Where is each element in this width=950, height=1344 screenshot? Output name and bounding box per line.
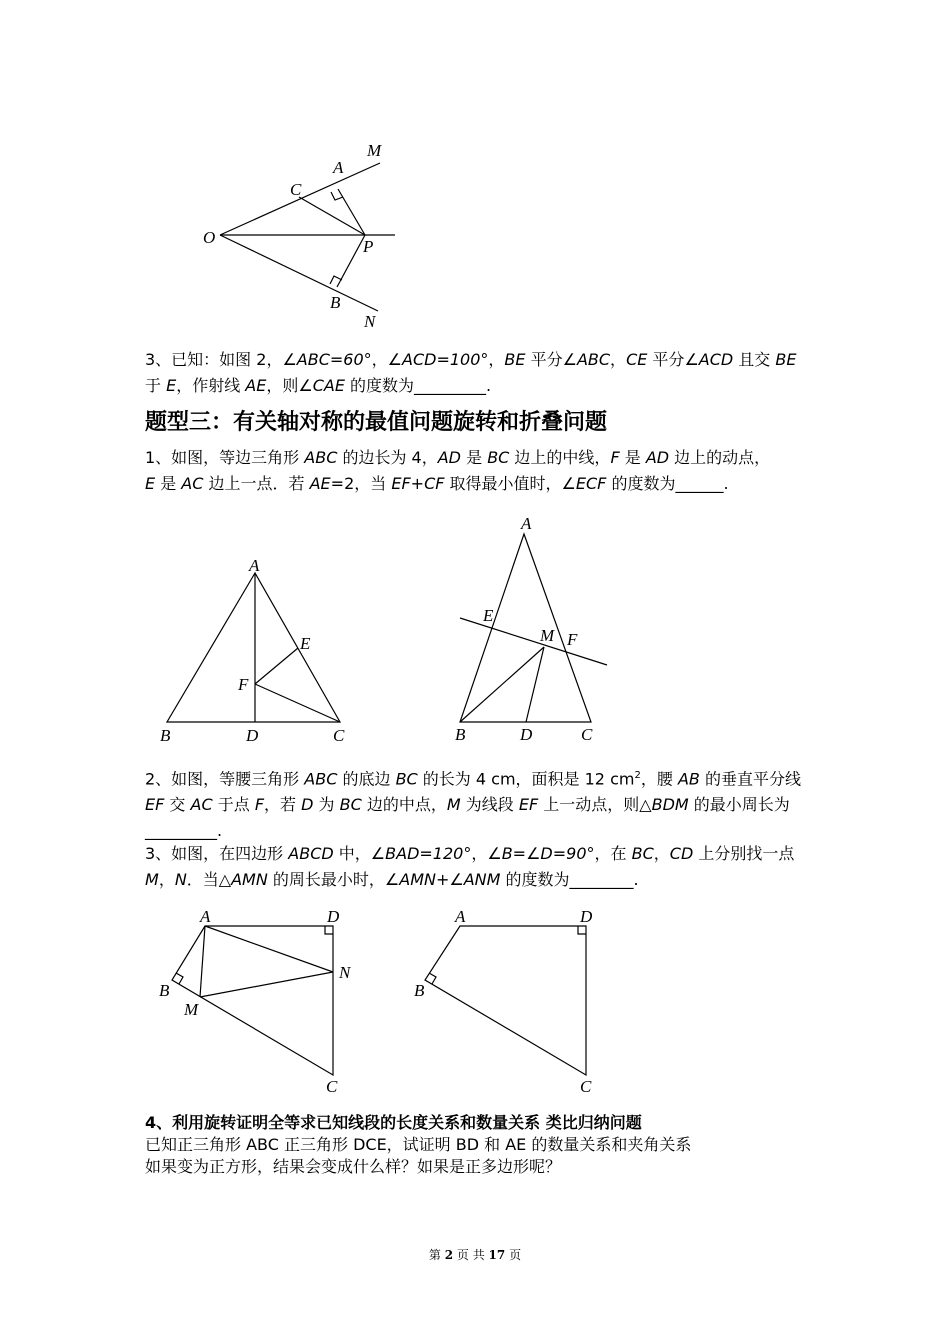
footer-text: 第 (428, 1248, 445, 1262)
label-b: B (330, 293, 341, 312)
math-expression: EF (145, 795, 165, 815)
math-expression: BDM (651, 795, 689, 815)
text-segment: ， (488, 350, 505, 369)
text-segment: 为 (313, 795, 340, 815)
right-angle-mark-a (331, 192, 343, 200)
text-segment: 的度数为______. (606, 474, 729, 493)
label-c: C (290, 180, 302, 199)
text-segment: 边上一点．若 (203, 474, 310, 493)
footer-text: 页 共 (453, 1248, 489, 1262)
math-expression: M (145, 870, 159, 889)
math-expression: D (301, 795, 314, 815)
text-segment: ， (610, 350, 627, 369)
label-d: D (580, 907, 593, 926)
question-3-text (145, 347, 825, 399)
math-expression: N (174, 870, 187, 889)
segment-mn (200, 972, 333, 997)
math-expression: ∠ACD=100° (387, 350, 489, 369)
math-expression: ∠ECF (561, 474, 607, 493)
text-segment: 上一动点，则△ (538, 795, 652, 815)
label-a: A (521, 514, 532, 533)
text-segment: 的度数为_________. (344, 376, 492, 395)
math-expression: ∠ABC=60° (282, 350, 372, 369)
math-expression: CD (669, 844, 694, 863)
text-segment: 边上的中线， (509, 448, 611, 467)
text-segment: 是 (461, 448, 488, 467)
label-c: C (580, 1077, 592, 1096)
math-expression: ABC (304, 448, 338, 467)
math-expression: ∠ABC (562, 350, 611, 369)
text-segment: ，在 (594, 844, 632, 863)
text-segment: 平分 (525, 350, 563, 369)
label-n: N (339, 963, 351, 982)
segment-fe (255, 648, 298, 684)
segment-am (200, 926, 205, 997)
label-b: B (455, 725, 466, 744)
math-expression: M (446, 795, 461, 815)
text-segment: 2、如图，等腰三角形 (145, 769, 305, 789)
label-c: C (326, 1077, 338, 1096)
label-d: D (327, 907, 340, 926)
triangle-abc (460, 534, 591, 722)
label-a: A (455, 907, 466, 926)
label-d: D (520, 725, 533, 744)
math-expression: AB (677, 769, 700, 789)
label-p: P (363, 237, 374, 256)
text-segment: 的底边 (337, 769, 396, 789)
segment-pc (299, 197, 365, 235)
text-segment: 于 (145, 376, 167, 395)
math-expression: EF (518, 795, 539, 815)
text-segment: ， (371, 350, 388, 369)
math-expression: AC (181, 474, 204, 493)
math-expression: F (610, 448, 620, 467)
label-d: D (246, 726, 259, 745)
math-expression: AE (245, 376, 267, 395)
quadrilateral-abcd (425, 926, 586, 1075)
text-segment: =2，当 (330, 474, 392, 493)
text-segment: ，腰 (640, 769, 678, 789)
text-segment: 中， (333, 844, 371, 863)
figure-isosceles-triangle (445, 510, 620, 750)
math-expression: BC (339, 795, 362, 815)
text-segment: 的边长为 4， (337, 448, 438, 467)
ray-on (220, 235, 378, 311)
problem-3-text (145, 841, 825, 893)
label-a: A (333, 158, 344, 177)
math-expression: AMN (231, 870, 268, 889)
question-4-title: 4、利用旋转证明全等求已知线段的长度关系和数量关系 类比归纳问题 (145, 1113, 642, 1132)
label-b: B (159, 981, 170, 1000)
ray-om (220, 163, 380, 235)
footer-text: 页 (505, 1248, 522, 1262)
label-m: M (184, 1000, 199, 1019)
math-expression: AD (437, 448, 461, 467)
page-number: 2 (444, 1248, 454, 1262)
question-4-line-2: 如果变为正方形，结果会变成什么样？如果是正多边形呢？ (145, 1157, 562, 1176)
text-segment: 边上的动点， (669, 448, 771, 467)
math-expression: BC (631, 844, 654, 863)
text-segment: 是 (619, 448, 646, 467)
label-m: M (367, 141, 382, 160)
segment-fc (255, 684, 340, 722)
text-segment: 3、已知：如图 2， (145, 350, 283, 369)
superscript: 2 (634, 770, 641, 781)
right-angle-mark-d (325, 926, 333, 934)
text-segment: 的周长最小时， (267, 870, 385, 889)
label-a: A (200, 907, 211, 926)
text-segment: 取得最小值时， (444, 474, 562, 493)
math-expression: BE (504, 350, 526, 369)
text-segment: ，则 (266, 376, 299, 395)
math-expression: ABCD (288, 844, 334, 863)
math-expression: EF+CF (391, 474, 445, 493)
label-n: N (364, 312, 376, 331)
math-expression: ∠BAD=120° (370, 844, 472, 863)
label-e: E (300, 634, 311, 653)
text-segment: ．当△ (186, 870, 232, 889)
math-expression: ABC (304, 769, 338, 789)
math-expression: BC (487, 448, 510, 467)
triangle-abc (167, 573, 340, 722)
label-c: C (333, 726, 345, 745)
label-m: M (540, 626, 555, 645)
problem-1-text (145, 445, 825, 497)
text-segment: 的长为 4 cm，面积是 12 cm (417, 769, 635, 789)
label-o: O (203, 228, 216, 247)
math-expression: ∠CAE (298, 376, 345, 395)
label-b: B (160, 726, 171, 745)
text-segment: ， (653, 844, 670, 863)
text-segment: 为线段 (460, 795, 519, 815)
label-b: B (414, 981, 425, 1000)
label-f: F (567, 630, 578, 649)
total-pages: 17 (488, 1248, 506, 1262)
math-expression: BC (395, 769, 418, 789)
text-segment: 的最小周长为_________. (145, 795, 790, 841)
section-title: 题型三：有关轴对称的最值问题旋转和折叠问题 (145, 410, 608, 435)
math-expression: AE (309, 474, 331, 493)
math-expression: AD (645, 448, 670, 467)
label-a: A (249, 556, 260, 575)
text-segment: 是 (155, 474, 182, 493)
label-c: C (581, 725, 593, 744)
text-segment: ， (158, 870, 175, 889)
math-expression: BE (775, 350, 797, 369)
segment-pa (338, 189, 365, 235)
text-segment: 边的中点， (361, 795, 447, 815)
text-segment: 平分 (647, 350, 685, 369)
math-expression: ∠B=∠D=90° (487, 844, 595, 863)
math-expression: ∠ACD (684, 350, 734, 369)
question-4-line-1: 已知正三角形 ABC 正三角形 DCE，试证明 BD 和 AE 的数量关系和夹角关系 (145, 1135, 692, 1154)
text-segment: 1、如图，等边三角形 (145, 448, 305, 467)
page-footer (0, 1246, 950, 1263)
figure-quadrilateral-mn (155, 905, 365, 1100)
figure-angle-bisector (190, 135, 420, 340)
text-segment: ，作射线 (176, 376, 246, 395)
text-segment: ， (471, 844, 488, 863)
math-expression: F (254, 795, 265, 815)
text-segment: 上分别找一点 (693, 844, 795, 863)
text-segment: 且交 (733, 350, 776, 369)
text-segment: 于点 (212, 795, 255, 815)
math-expression: E (166, 376, 177, 395)
math-expression: AC (190, 795, 213, 815)
label-f: F (238, 675, 249, 694)
math-expression: CE (626, 350, 648, 369)
figure-equilateral-triangle (150, 550, 360, 750)
segment-dm (526, 647, 544, 722)
text-segment: 的度数为________. (500, 870, 639, 889)
text-segment: ，若 (264, 795, 302, 815)
segment-an (205, 926, 333, 972)
math-expression: E (145, 474, 156, 493)
figure-quadrilateral-plain (405, 905, 615, 1100)
text-segment: 交 (164, 795, 191, 815)
label-e: E (483, 606, 494, 625)
text-segment: 的垂直平分线 (699, 769, 801, 789)
text-segment: 3、如图，在四边形 (145, 844, 289, 863)
problem-2-text (145, 763, 825, 844)
right-angle-mark-d (578, 926, 586, 934)
math-expression: ∠AMN+∠ANM (384, 870, 501, 889)
